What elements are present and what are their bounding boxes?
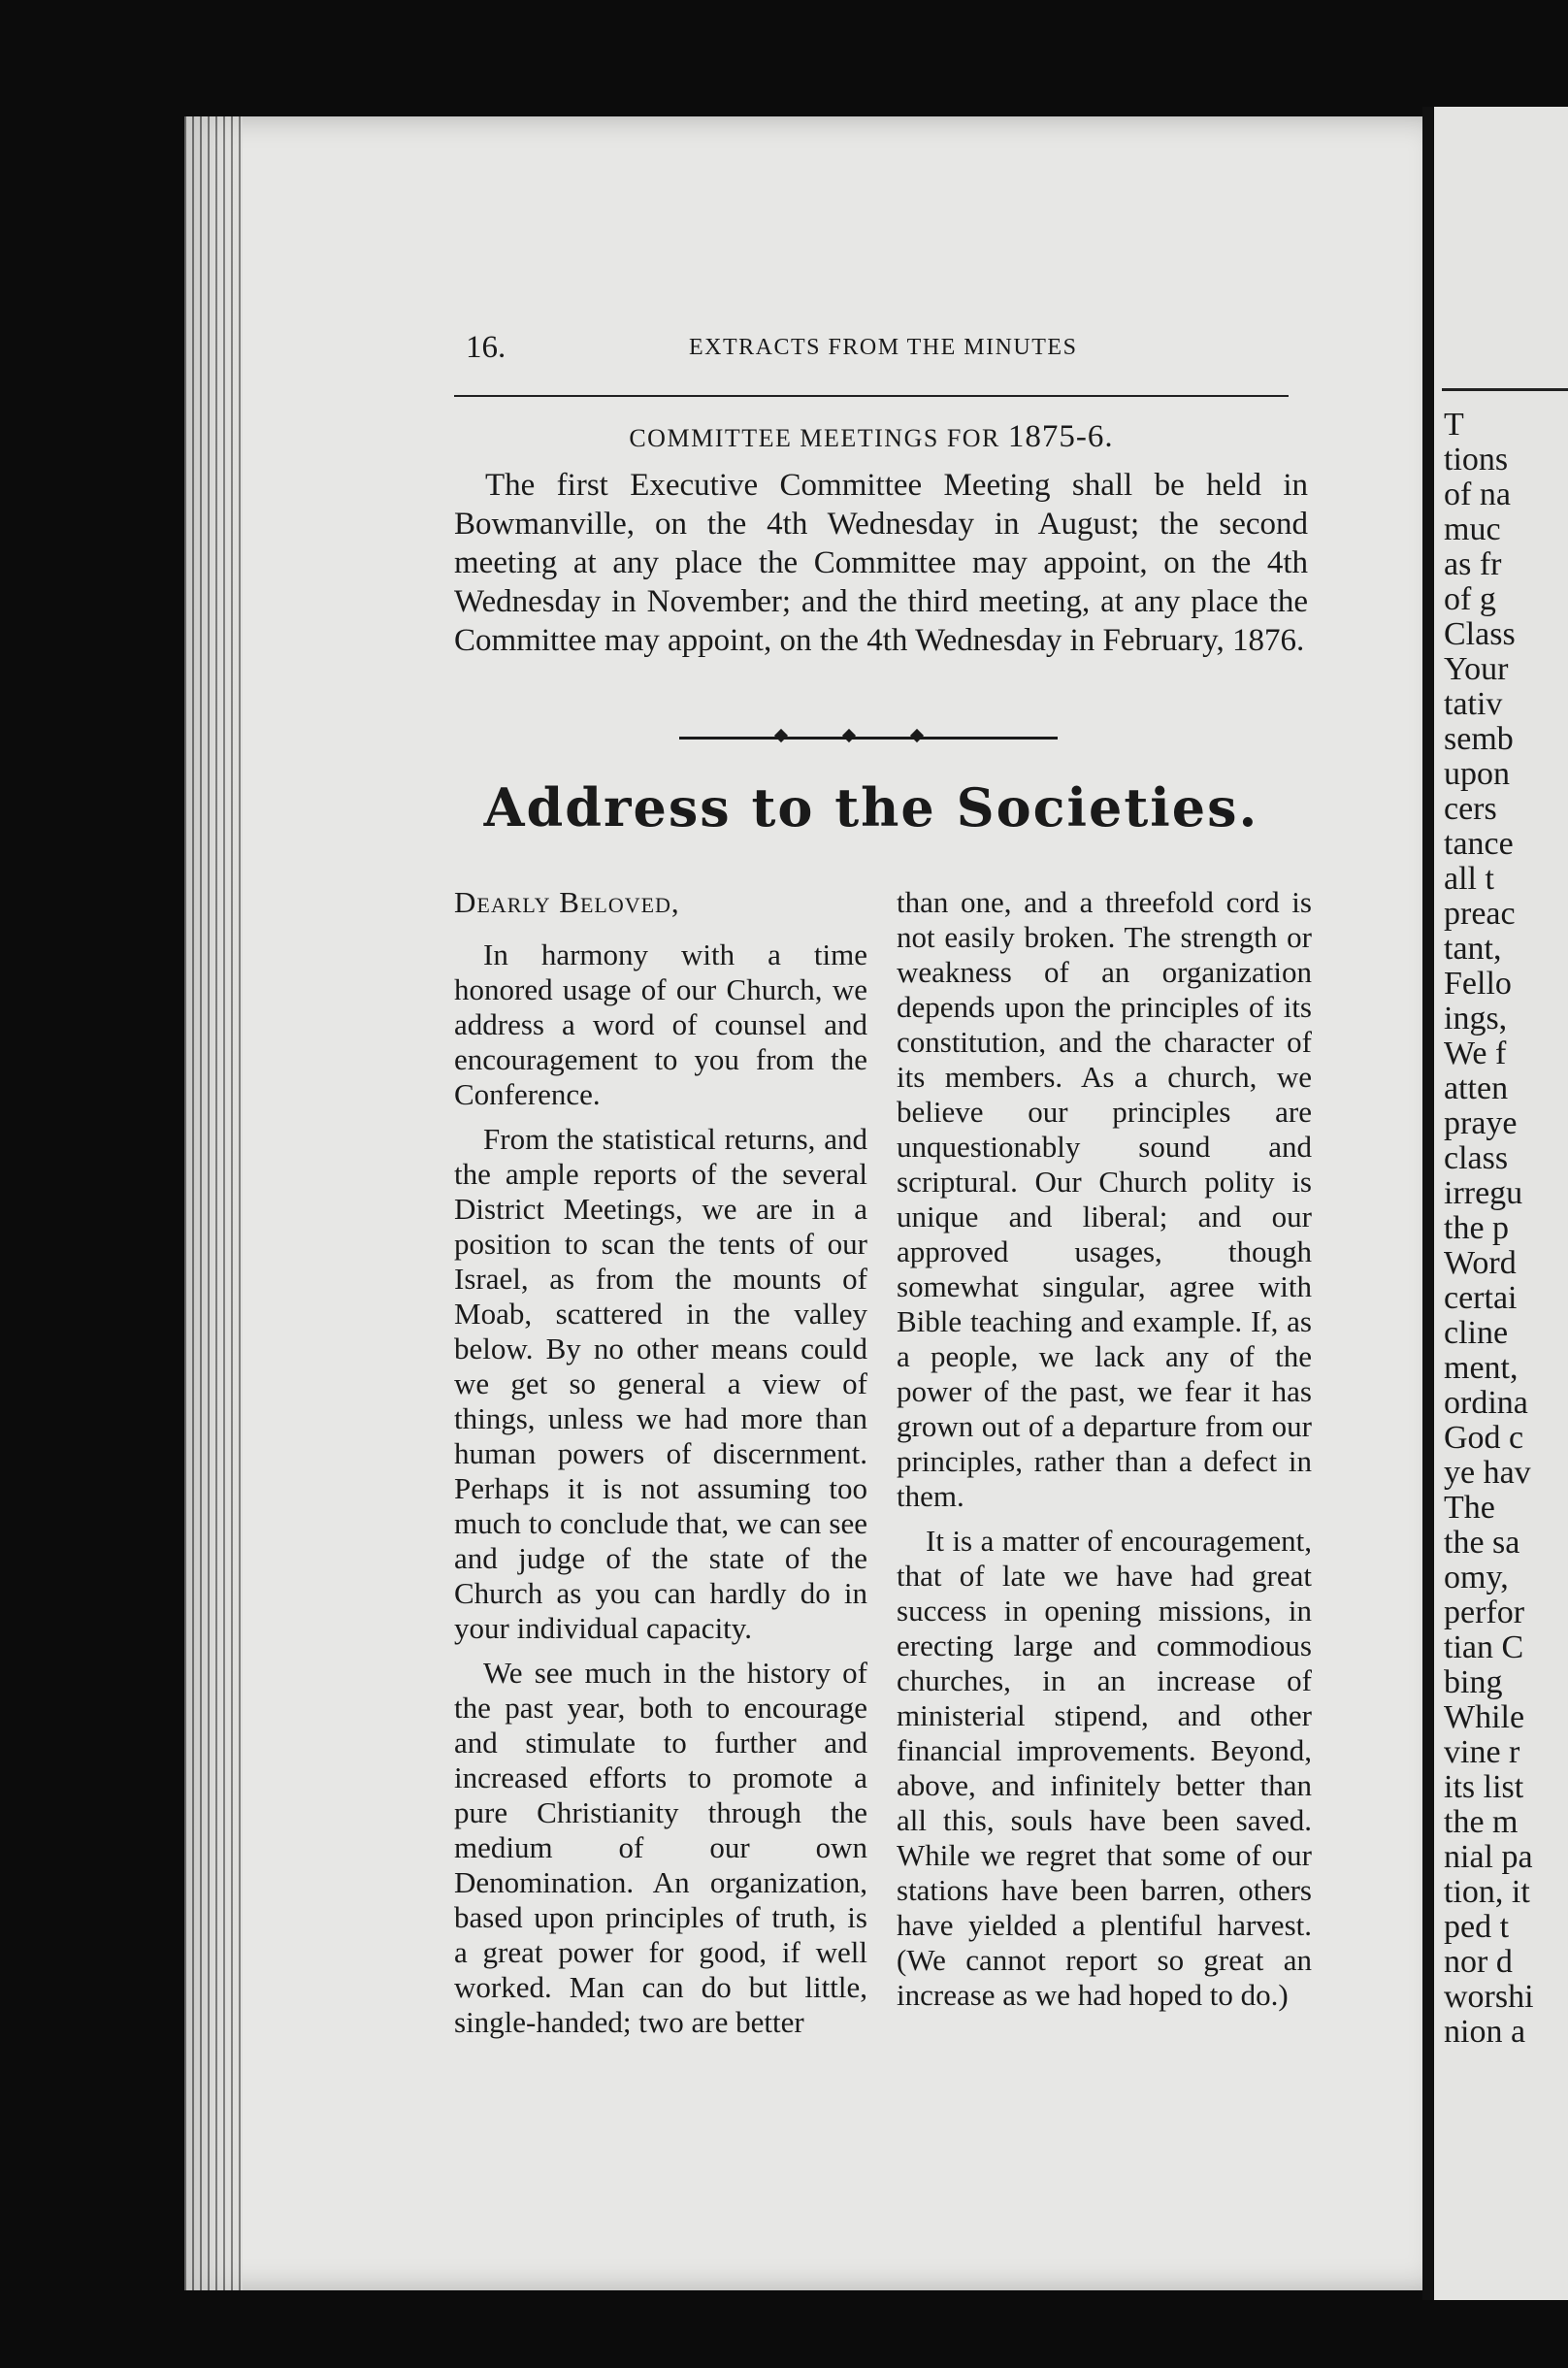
facing-page-fragment: cers: [1444, 791, 1497, 827]
facing-page-fragment: irregu: [1444, 1175, 1523, 1211]
facing-page-fragment: While: [1444, 1699, 1525, 1735]
facing-page-fragment: class: [1444, 1140, 1509, 1176]
committee-heading-text: COMMITTEE MEETINGS FOR: [629, 424, 1000, 452]
facing-page-fragment: ye hav: [1444, 1455, 1531, 1491]
facing-page-fragment: all t: [1444, 861, 1494, 897]
facing-page-fragment: ped t: [1444, 1909, 1510, 1945]
ornament-diamond: [774, 729, 788, 742]
facing-page-fragment: upon: [1444, 756, 1510, 792]
left-column: [454, 885, 867, 2050]
facing-page-fragment: the p: [1444, 1210, 1510, 1246]
facing-page-fragment: bing: [1444, 1664, 1503, 1700]
facing-page-fragment: semb: [1444, 721, 1514, 757]
facing-page-fragment: tions: [1444, 442, 1509, 477]
committee-notice: [454, 466, 1308, 660]
paragraph: We see much in the history of the past year, both to encourage and stimulate to further and increased efforts to promote a pure Christianity through the medium of our own Denomination. An organization, based upon principles of truth, is a great power for good, if well worked. Man can do but little, single-handed; two are better: [454, 1656, 867, 2039]
committee-heading: [454, 419, 1289, 455]
facing-page-fragment: tance: [1444, 826, 1514, 862]
facing-page: [1434, 107, 1568, 2300]
facing-page-fragment: tian C: [1444, 1629, 1524, 1665]
committee-heading-year: 1875-6.: [1007, 419, 1114, 454]
salutation: Dearly Beloved,: [454, 885, 680, 919]
page-edge-lines: [184, 116, 243, 2290]
facing-page-fragment: nion a: [1444, 2014, 1526, 2050]
facing-page-fragment: tativ: [1444, 686, 1503, 722]
facing-page-fragment: Class: [1444, 616, 1516, 652]
address-title: Address to the Societies.: [483, 776, 1259, 839]
paragraph: It is a matter of encouragement, that of late we have had great success in opening missions, in erecting large and commodious churches, in an increase of ministerial stipend, and other financial improvements. Beyond, above, and infinitely better than all this, souls have been saved. While we regret that some of our stations have been barren, others have yielded a plentiful harvest. (We cannot report so great an increase as we had hoped to do.): [897, 1524, 1312, 2012]
facing-page-fragment: praye: [1444, 1105, 1518, 1141]
facing-page-fragment: the m: [1444, 1804, 1519, 1840]
facing-page-fragment: tant,: [1444, 931, 1502, 967]
paragraph: In harmony with a time honored usage of our Church, we address a word of counsel and encouragement to you from the Conference.: [454, 937, 867, 1111]
facing-page-fragment: omy,: [1444, 1560, 1509, 1595]
facing-page-fragment: muc: [1444, 511, 1501, 547]
facing-page-fragment: ings,: [1444, 1001, 1508, 1036]
ornament-diamond: [842, 729, 856, 742]
paragraph: than one, and a threefold cord is not easily broken. The strength or weakness of an organization depends upon the principles of its constitution, and the character of its members. As a church, we believe our principles are unquestionably sound and scriptural. Our Church polity is unique and liberal; and our approved usages, though somewhat singular, agree with Bible teaching and example. If, as a people, we lack any of the power of the past, we fear it has grown out of a departure from our principles, rather than a defect in them.: [897, 885, 1312, 1513]
running-title: EXTRACTS FROM THE MINUTES: [689, 335, 1078, 360]
ornamental-rule: [679, 730, 1058, 745]
facing-page-fragment: the sa: [1444, 1525, 1520, 1561]
facing-page-fragment: perfor: [1444, 1595, 1525, 1630]
facing-page-fragment: of na: [1444, 477, 1511, 512]
facing-page-fragment: its list: [1444, 1769, 1524, 1805]
facing-page-fragment: cline: [1444, 1315, 1509, 1351]
committee-notice-text: The first Executive Committee Meeting shall be held in Bowmanville, on the 4th Wednesday in August; the second meeting at any place the Committee may appoint, on the 4th Wednesday in November; and the third meeting, at any place the Committee may appoint, on the 4th Wednesday in February, 1876.: [454, 468, 1308, 658]
facing-page-fragment: Your: [1444, 651, 1509, 687]
paragraph: From the statistical returns, and the ample reports of the several District Meetings, we are in a position to scan the tents of our Israel, as from the mounts of Moab, scattered in the valley below. By no other means could we get so general a view of things, unless we had more than human powers of discernment. Perhaps it is not assuming too much to conclude that, we can see and judge of the state of the Church as you can hardly do in your individual capacity.: [454, 1122, 867, 1645]
facing-page-fragment: God c: [1444, 1420, 1524, 1456]
facing-page-fragment: We f: [1444, 1036, 1507, 1071]
facing-page-fragment: nial pa: [1444, 1839, 1533, 1875]
ornament-diamond: [910, 729, 924, 742]
book-gutter: [1422, 107, 1434, 2300]
facing-page-fragment: certai: [1444, 1280, 1518, 1316]
facing-page-fragment: of g: [1444, 581, 1496, 617]
facing-page-fragment: ment,: [1444, 1350, 1519, 1386]
page-header: [466, 330, 1300, 369]
facing-page-fragment: vine r: [1444, 1734, 1520, 1770]
facing-page-fragment: Fello: [1444, 966, 1512, 1002]
facing-page-fragment: Word: [1444, 1245, 1517, 1281]
facing-page-fragment: T: [1444, 407, 1464, 443]
facing-page-fragment: as fr: [1444, 546, 1502, 582]
right-column: [897, 885, 1312, 2023]
header-rule: [454, 395, 1289, 397]
page-number: 16.: [466, 330, 506, 365]
facing-page-fragment: ordina: [1444, 1385, 1528, 1421]
facing-page-fragment: atten: [1444, 1070, 1509, 1106]
facing-page-fragment: The: [1444, 1490, 1495, 1526]
facing-page-fragment: preac: [1444, 896, 1516, 932]
facing-page-rule: [1442, 388, 1568, 391]
facing-page-fragment: worshi: [1444, 1979, 1534, 2015]
facing-page-fragment: tion, it: [1444, 1874, 1530, 1910]
facing-page-fragment: nor d: [1444, 1944, 1513, 1980]
